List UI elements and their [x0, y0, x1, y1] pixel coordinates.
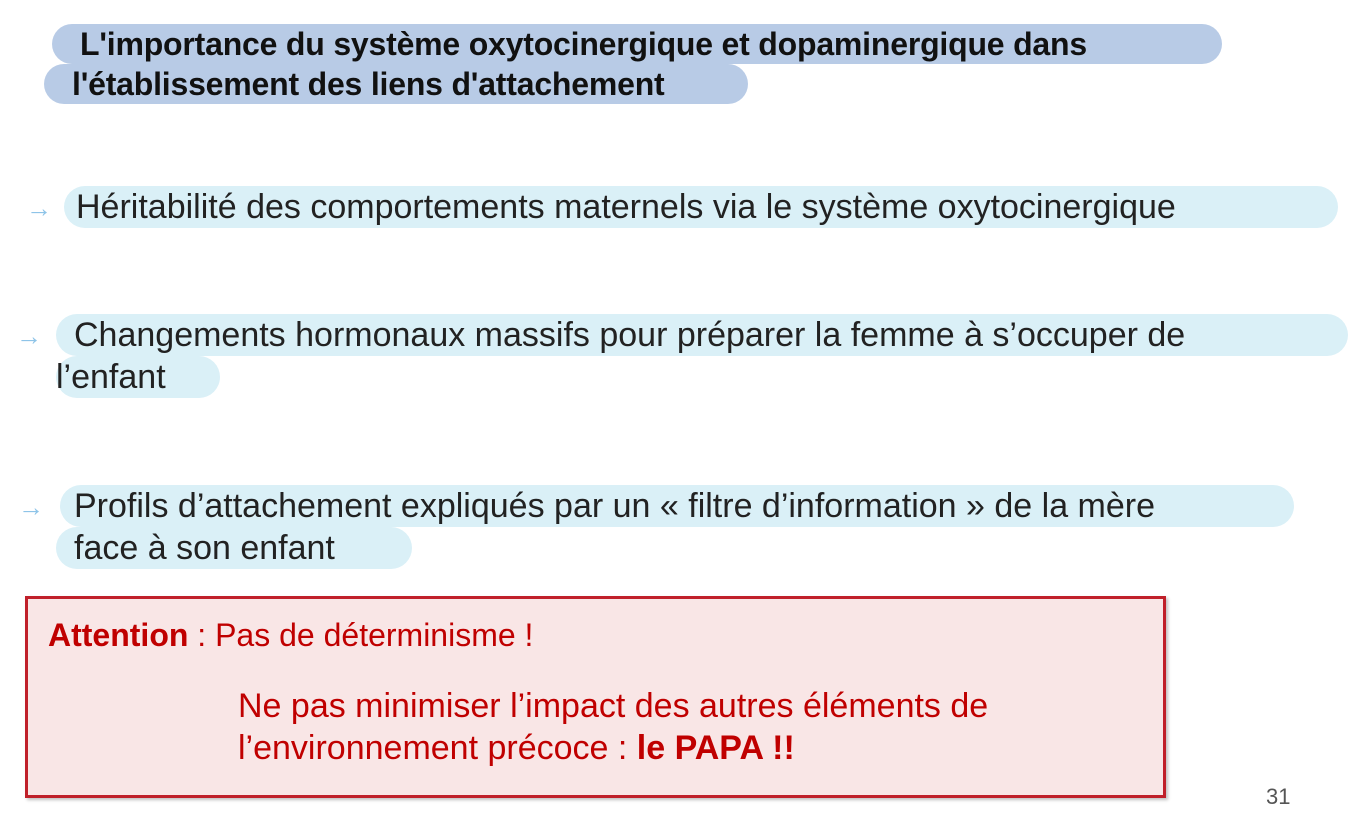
- attention-text: : Pas de déterminisme !: [188, 617, 534, 653]
- arrow-right-icon: →: [26, 193, 52, 223]
- slide-title-line-1: L'importance du système oxytocinergique et dopaminergique dans: [52, 24, 1222, 64]
- arrow-right-icon: →: [16, 321, 42, 351]
- bullet-text: Profils d’attachement expliqués par un « filtre d’information » de la mère: [60, 485, 1294, 527]
- arrow-right-icon: →: [18, 492, 44, 522]
- slide-title-line-2: l'établissement des liens d'attachement: [44, 64, 748, 104]
- attention-line: [48, 617, 533, 654]
- attention-note-emphasis: le PAPA !!: [636, 729, 795, 767]
- bullet-text-continued: l’enfant: [56, 356, 220, 398]
- attention-note-prefix: l’environnement précoce :: [238, 729, 637, 767]
- bullet-text: Héritabilité des comportements maternels via le système oxytocinergique: [64, 186, 1338, 228]
- bullet-text: Changements hormonaux massifs pour préparer la femme à s’occuper de: [56, 314, 1348, 356]
- attention-callout-box: [25, 596, 1166, 798]
- bullet-text-continued: face à son enfant: [56, 527, 412, 569]
- attention-label: Attention: [48, 617, 189, 653]
- attention-note-line-2: [238, 729, 795, 768]
- page-number: 31: [1266, 784, 1291, 809]
- attention-note-line-1: Ne pas minimiser l’impact des autres éléments de: [238, 687, 989, 725]
